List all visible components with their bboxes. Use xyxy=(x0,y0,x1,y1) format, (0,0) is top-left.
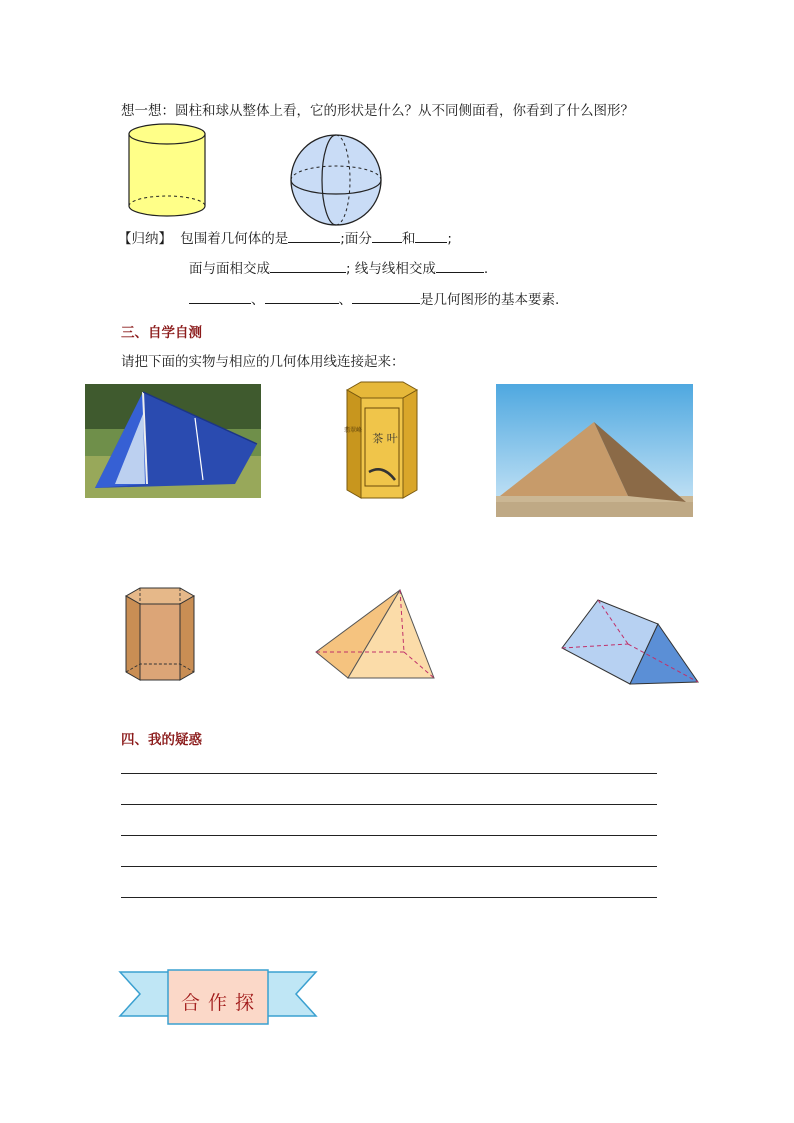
blank-2[interactable] xyxy=(372,228,402,243)
answer-line-2[interactable] xyxy=(121,804,657,805)
summary-sep-1: 、 xyxy=(251,292,265,308)
summary-line-1 xyxy=(118,228,452,249)
summary-l2-a: 面与面相交成 xyxy=(189,261,270,277)
summary-bracket: 【归纳】 xyxy=(118,231,172,247)
summary-sep-2: 、 xyxy=(338,292,352,308)
think-question: 想一想：圆柱和球从整体上看，它的形状是什么？从不同侧面看，你看到了什么图形？ xyxy=(121,103,634,119)
blank-5[interactable] xyxy=(436,258,484,273)
blank-1[interactable] xyxy=(288,228,340,243)
hexagonal-prism-figure xyxy=(122,584,200,684)
blank-4[interactable] xyxy=(270,258,346,273)
answer-line-5[interactable] xyxy=(121,897,657,898)
tent-photo xyxy=(85,384,261,498)
summary-l1-c: 和 xyxy=(401,231,416,247)
triangular-prism-figure xyxy=(560,596,702,688)
summary-l1-b: ;面分 xyxy=(340,231,372,247)
blank-3[interactable] xyxy=(415,228,447,243)
summary-l1-d: ; xyxy=(447,231,452,247)
answer-line-1[interactable] xyxy=(121,773,657,774)
summary-line-3 xyxy=(189,289,559,310)
answer-line-3[interactable] xyxy=(121,835,657,836)
blank-7[interactable] xyxy=(265,289,339,304)
blank-6[interactable] xyxy=(189,289,251,304)
blank-8[interactable] xyxy=(352,289,420,304)
pyramid-figure xyxy=(314,586,438,682)
cylinder-figure xyxy=(124,120,210,222)
tea-box-small-label: 翡翠峰 xyxy=(343,427,363,434)
summary-tail: 是几何图形的基本要素. xyxy=(420,292,560,308)
banner-label: 合 作 探 xyxy=(180,991,256,1014)
sphere-figure xyxy=(288,133,384,229)
summary-line-2 xyxy=(189,258,488,279)
summary-l2-c: . xyxy=(483,261,489,277)
section-3-title: 三、自学自测 xyxy=(121,325,202,341)
section-3-instruction: 请把下面的实物与相应的几何体用线连接起来： xyxy=(121,354,405,370)
section-4-title: 四、我的疑惑 xyxy=(121,732,202,748)
tea-box-photo xyxy=(339,380,425,502)
tea-box-label: 茶 叶 xyxy=(372,432,398,445)
pyramid-photo xyxy=(496,384,693,517)
answer-line-4[interactable] xyxy=(121,866,657,867)
summary-l2-b: ; 线与线相交成 xyxy=(346,261,436,277)
summary-l1-a: 包围着几何体的是 xyxy=(180,231,289,247)
